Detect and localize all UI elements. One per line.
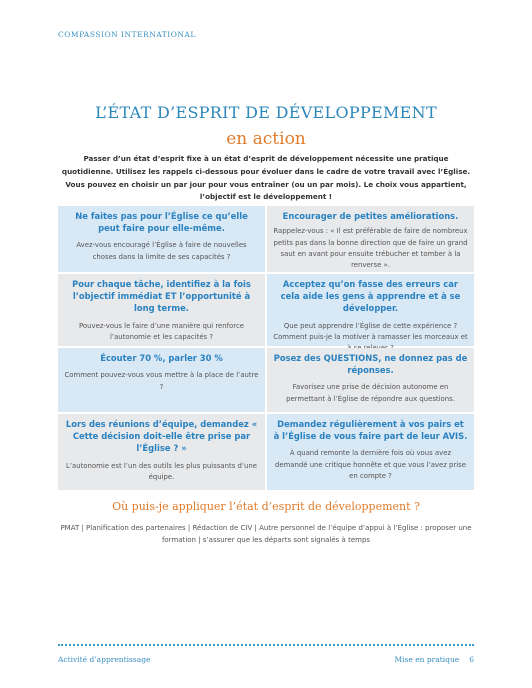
reminder-heading: Encourager de petites améliorations. [282,211,459,221]
intro-paragraph: Passer d’un état d’esprit fixe à un état d’esprit de développement nécessite une pratique quotidienne. Utilisez les rappels ci-dessous pour évoluer dans le cadre de votre travail avec l’Église. Vous pouvez en choisir un par jour pour vous entraîner (ou un par mois). Le choix vous appartient, l’objectif est le développement ! [61,154,471,202]
footer-right [394,655,474,664]
reminder-body: Comment pouvez-vous vous mettre à la place de l’autre ? [64,371,259,391]
reminder-body: À quand remonte la dernière fois où vous avez demandé une critique honnête et que vous l’avez prise en compte ? [274,449,467,481]
reminder-card [267,414,474,490]
reminder-card [58,414,265,490]
reminder-card [58,206,265,272]
reminder-heading: Demandez régulièrement à vos pairs et à l’Église de vous faire part de leur AVIS. [273,419,468,442]
reminder-heading: Pour chaque tâche, identifiez à la fois l’objectif immédiat ET l’opportunité à long terme. [72,279,251,314]
reminder-card [267,348,474,412]
reminder-card [58,348,265,412]
page-subtitle: en action [226,129,306,149]
reminder-body: Rappelez-vous : « Il est préférable de faire de nombreux petits pas dans la bonne direction que de faire un grand saut en avant pour ensuite trébucher et tomber à la renverse ». [273,227,468,270]
reminder-card [267,274,474,346]
page-number: 6 [469,655,474,664]
footer-section-label: Activité d’apprentissage [58,655,151,664]
reminder-body: Favorisez une prise de décision autonome en permettant à l’Église de répondre aux questions. [286,383,455,403]
reminder-body: Que peut apprendre l’Église de cette expérience ? Comment puis-je la motiver à ramasser les morceaux et [273,321,468,342]
reminder-heading: Lors des réunions d’équipe, demandez « Cette décision doit-elle être prise par l’Église ? » [65,419,258,454]
reminder-heading: Écouter 70 %, parler 30 % [100,353,223,363]
application-question: Où puis-je appliquer l’état d’esprit de développement ? [112,500,420,513]
footer-chapter-label: Mise en pratique [394,655,460,664]
page-title: L’ÉTAT D’ESPRIT DE DÉVELOPPEMENT [95,103,437,122]
reminder-heading: Ne faites pas pour l’Église ce qu’elle peut faire pour elle-même. [75,211,248,234]
footer-divider [58,644,474,646]
reminders-grid [58,206,474,490]
reminder-card [58,274,265,346]
reminder-card [267,206,474,272]
organization-header: COMPASSION INTERNATIONAL [58,30,196,39]
reminder-body: Pouvez-vous le faire d’une manière qui renforce l’autonomie et les capacités ? [79,321,244,342]
application-examples: PMAT | Planification des partenaires | Rédaction de CIV | Autre personnel de l’équipe d’appui à l’Église : proposer une formation | s’assurer que les départs sont signalés à temps [60,524,472,544]
reminder-body: Avez-vous encouragé l’Église à faire de nouvelles choses dans la limite de ses capacités ? [76,241,247,261]
reminder-heading: Posez des QUESTIONS, ne donnez pas de réponses. [273,353,468,376]
reminder-body: L’autonomie est l’un des outils les plus puissants d’une équipe. [65,461,258,482]
reminder-heading: Acceptez qu’on fasse des erreurs car cela aide les gens à apprendre et à se développer. [280,279,461,314]
